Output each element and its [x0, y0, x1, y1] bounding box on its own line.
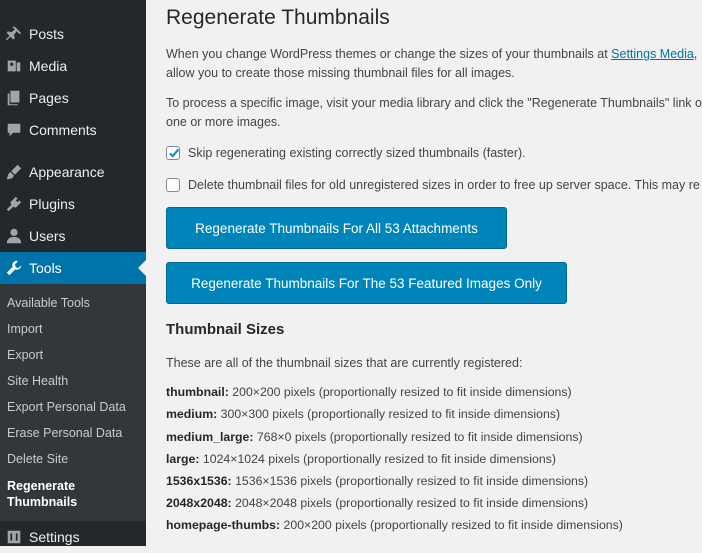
size-desc: 1536×1536 pixels (proportionally resized to fit inside dimensions) [231, 474, 589, 488]
intro-text-after: , [693, 47, 698, 61]
size-row-homepage-thumbs [166, 518, 623, 532]
size-name: medium: [166, 407, 218, 421]
delete-old-checkbox[interactable] [166, 178, 180, 192]
delete-old-option [166, 178, 700, 192]
size-row-medium [166, 407, 560, 421]
menu-label: Pages [29, 90, 69, 106]
submenu-export-personal-data[interactable]: Export Personal Data [7, 400, 126, 414]
submenu-import[interactable]: Import [7, 322, 43, 336]
size-row-2048 [166, 496, 588, 510]
menu-label: Plugins [29, 196, 75, 212]
tools-submenu [0, 284, 146, 521]
specific-line-1: To process a specific image, visit your media library and click the "Regenerate Thumbnails" link o [166, 96, 702, 110]
submenu-regenerate-thumbnails[interactable] [7, 478, 77, 510]
skip-existing-label[interactable]: Skip regenerating existing correctly sized thumbnails (faster). [188, 146, 526, 160]
delete-old-label[interactable]: Delete thumbnail files for old unregistered sizes in order to free up server space. This may re [188, 178, 700, 192]
intro-line-1 [166, 47, 697, 61]
menu-label: Appearance [29, 164, 105, 180]
size-desc: 200×200 pixels (proportionally resized to fit inside dimensions) [280, 518, 623, 532]
comment-icon [4, 120, 24, 140]
users-icon [4, 226, 24, 246]
pushpin-icon [4, 24, 24, 44]
menu-label: Media [29, 58, 68, 74]
pages-icon [4, 88, 24, 108]
media-icon [4, 56, 24, 76]
submenu-current-line2: Thumbnails [7, 495, 78, 509]
checkmark-icon [167, 146, 181, 160]
submenu-available-tools[interactable]: Available Tools [7, 296, 90, 310]
menu-media[interactable] [0, 50, 146, 82]
menu-pages[interactable] [0, 82, 146, 114]
paintbrush-icon [4, 162, 24, 182]
menu-users[interactable] [0, 220, 146, 252]
intro-text: When you change WordPress themes or change the sizes of your thumbnails at [166, 47, 612, 61]
size-name: medium_large: [166, 430, 254, 444]
menu-posts[interactable] [0, 18, 146, 50]
menu-label: Tools [29, 260, 62, 276]
menu-comments[interactable] [0, 114, 146, 146]
submenu-erase-personal-data[interactable]: Erase Personal Data [7, 426, 123, 440]
regenerate-featured-button[interactable]: Regenerate Thumbnails For The 53 Featured Images Only [166, 262, 567, 304]
menu-tools[interactable] [0, 252, 146, 284]
size-name: 2048x2048: [166, 496, 232, 510]
submenu-delete-site[interactable]: Delete Site [7, 452, 69, 466]
regenerate-all-button[interactable]: Regenerate Thumbnails For All 53 Attachments [166, 207, 507, 249]
size-row-1536 [166, 474, 588, 488]
size-desc: 200×200 pixels (proportionally resized to fit inside dimensions) [228, 385, 572, 399]
size-name: 1536x1536: [166, 474, 232, 488]
size-name: thumbnail: [166, 385, 229, 399]
size-desc: 300×300 pixels (proportionally resized to fit inside dimensions) [217, 407, 561, 421]
size-desc: 2048×2048 pixels (proportionally resized to fit inside dimensions) [231, 496, 589, 510]
admin-sidebar [0, 0, 146, 546]
menu-label: Users [29, 228, 66, 244]
size-row-medium-large [166, 430, 583, 444]
size-name: large: [166, 452, 200, 466]
thumbnail-sizes-heading: Thumbnail Sizes [166, 321, 285, 338]
submenu-current-line1: Regenerate [7, 479, 76, 493]
skip-existing-checkbox[interactable] [166, 146, 180, 160]
page-title: Regenerate Thumbnails [166, 6, 390, 29]
size-row-thumbnail [166, 385, 572, 399]
menu-settings[interactable] [0, 521, 146, 553]
skip-existing-option [166, 146, 526, 160]
submenu-site-health[interactable]: Site Health [7, 374, 69, 388]
menu-label: Settings [29, 529, 80, 545]
menu-label: Posts [29, 26, 65, 42]
size-desc: 768×0 pixels (proportionally resized to fit inside dimensions) [253, 430, 583, 444]
settings-icon [4, 527, 24, 547]
size-desc: 1024×1024 pixels (proportionally resized to fit inside dimensions) [199, 452, 556, 466]
specific-line-2: one or more images. [166, 115, 281, 129]
size-row-large [166, 452, 556, 466]
submenu-export[interactable]: Export [7, 348, 44, 362]
intro-line-2: allow you to create those missing thumbnail files for all images. [166, 66, 515, 80]
size-name: homepage-thumbs: [166, 518, 281, 532]
wrench-icon [4, 258, 24, 278]
menu-appearance[interactable] [0, 156, 146, 188]
menu-label: Comments [29, 122, 97, 138]
menu-plugins[interactable] [0, 188, 146, 220]
sizes-intro: These are all of the thumbnail sizes that are currently registered: [166, 356, 523, 370]
settings-media-link[interactable]: Settings Media [611, 47, 694, 61]
plugin-icon [4, 194, 24, 214]
